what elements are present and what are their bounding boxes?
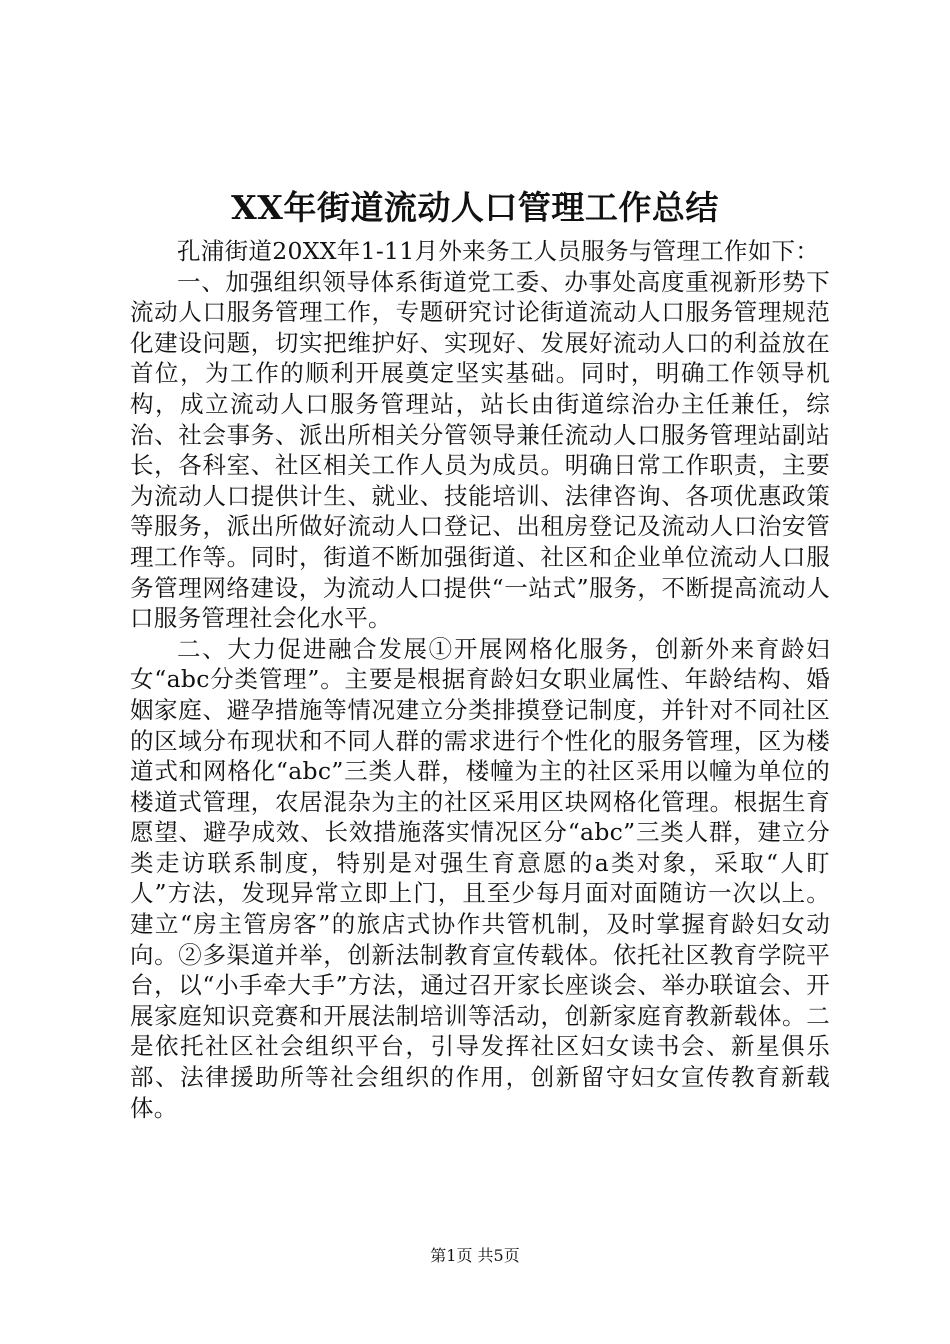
document-body	[130, 236, 830, 1123]
page-number-footer: 第1页 共5页	[430, 1246, 520, 1265]
paragraph-section-2: 二、大力促进融合发展①开展网格化服务，创新外来育龄妇女“abc分类管理”。主要是根据育龄妇女职业属性、年龄结构、婚姻家庭、避孕措施等情况建立分类排摸登记制度，并针对不同社区的区域分布现状和不同人群的需求进行个性化的服务管理，区为楼道式和网格化“abc”三类人群，楼幢为主的社区采用以幢为单位的楼道式管理，农居混杂为主的社区采用区块网格化管理。根据生育愿望、避孕成效、长效措施落实情况区分“abc”三类人群，建立分类走访联系制度，特别是对强生育意愿的a类对象，采取“人盯人”方法，发现异常立即上门，且至少每月面对面随访一次以上。建立“房主管房客”的旅店式协作共管机制，及时掌握育龄妇女动向。②多渠道并举，创新法制教育宣传载体。依托社区教育学院平台，以“小手牵大手”方法，通过召开家长座谈会、举办联谊会、开展家庭知识竞赛和开展法制培训等活动，创新家庭育教新载体。二是依托社区社会组织平台，引导发挥社区妇女读书会、新星俱乐部、法律援助所等社会组织的作用，创新留守妇女宣传教育新载体。	[130, 634, 830, 1122]
paragraph-intro: 孔浦街道20XX年1-11月外来务工人员服务与管理工作如下：	[177, 237, 820, 265]
paragraph-section-1: 一、加强组织领导体系街道党工委、办事处高度重视新形势下流动人口服务管理工作，专题研究讨论街道流动人口服务管理规范化建设问题，切实把维护好、实现好、发展好流动人口的利益放在首位，为工作的顺利开展奠定坚实基础。同时，明确工作领导机构，成立流动人口服务管理站，站长由街道综治办主任兼任，综治、社会事务、派出所相关分管领导兼任流动人口服务管理站副站长，各科室、社区相关工作人员为成员。明确日常工作职责，主要为流动人口提供计生、就业、技能培训、法律咨询、各项优惠政策等服务，派出所做好流动人口登记、出租房登记及流动人口治安管理工作等。同时，街道不断加强街道、社区和企业单位流动人口服务管理网络建设，为流动人口提供“一站式”服务，不断提高流动人口服务管理社会化水平。	[130, 267, 830, 633]
document-title: XX年街道流动人口管理工作总结	[231, 188, 719, 227]
